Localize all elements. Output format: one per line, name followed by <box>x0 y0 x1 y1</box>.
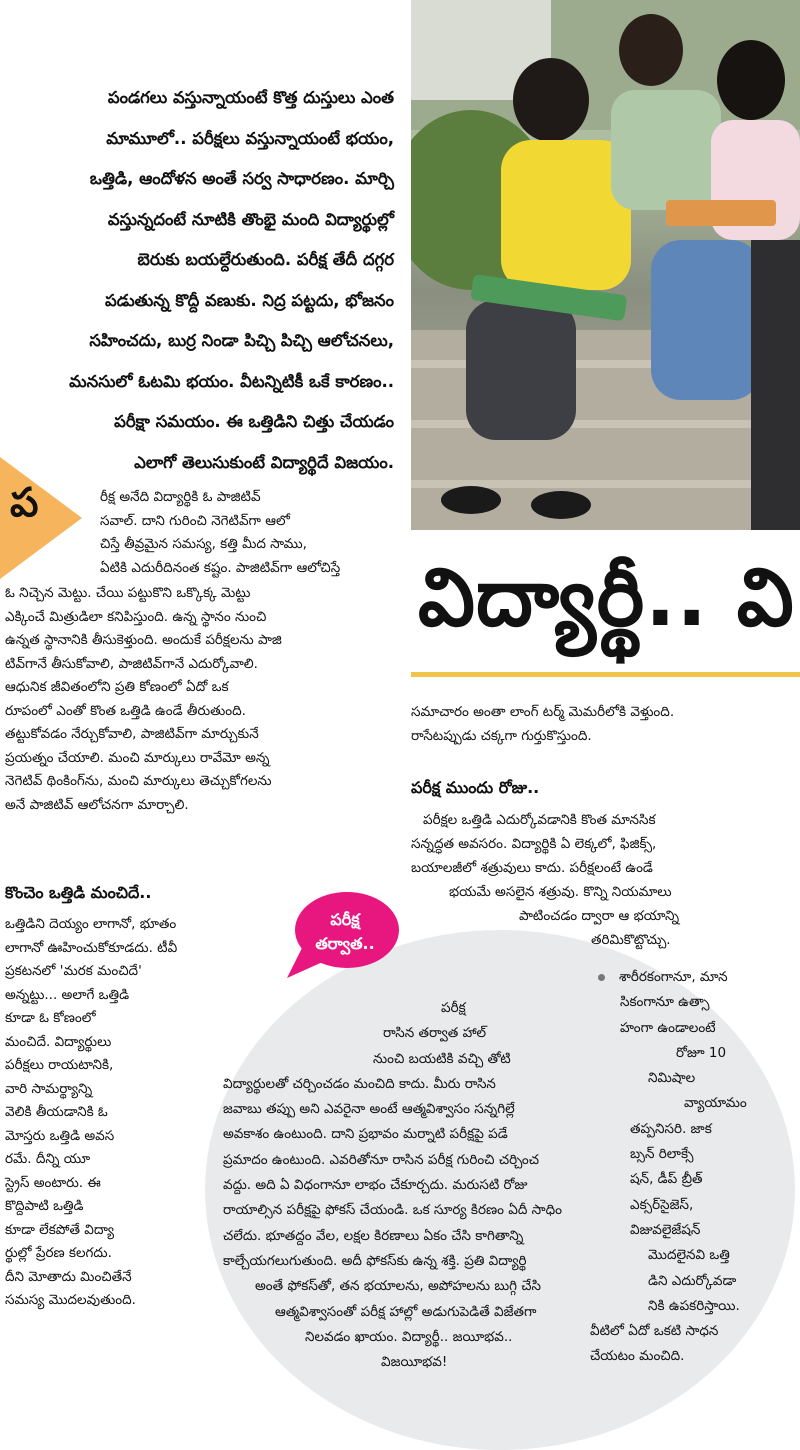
text-line: రాయాల్సిన పరీక్షపై ఫోకస్ చేయండి. ఒక సూర్య కిరణం ఏదీ సాధిం <box>223 1202 562 1219</box>
text-line: నెగెటివ్ థింకింగ్‌ను, మంచి మార్కులు తెచ్చుకోగలను <box>5 773 272 789</box>
memory-paragraph <box>411 701 800 748</box>
bubble-text <box>300 908 390 956</box>
text-line: రమే. దీన్ని యూ <box>5 1151 91 1167</box>
text-line: మొదలైనవి ఒత్తి <box>648 1247 730 1264</box>
text-line: పాటించడం ద్వారా ఆ భయాన్ని <box>519 908 680 924</box>
intro-line: పరీక్షా సమయం. ఈ ఒత్తిడిని చిత్తు చేయడం <box>114 412 394 431</box>
text-line: తట్టుకోవడం నేర్చుకోవాలి, పాజిటివ్‌గా మార్చుకునే <box>5 726 259 742</box>
text-line: అన్నట్టు... అలాగే ఒత్తిడి <box>5 986 130 1003</box>
text-line: నికి ఉపకరిస్తాయి. <box>648 1297 740 1314</box>
bubble-line: పరీక్ష <box>330 910 360 929</box>
section-heading-day-before: పరీక్ష ముందు రోజు.. <box>411 778 540 797</box>
students-photo <box>411 0 800 530</box>
exercise-tips <box>590 965 800 1370</box>
text-line: అవకాశం ఉంటుంది. దాని ప్రభావం మర్నాటి పరీక్షపై పడే <box>223 1126 508 1143</box>
text-line: ఉన్నత స్థానానికి తీసుకెళ్తుంది. అందుకే పరీక్షలను పాజి <box>5 632 282 648</box>
text-line: కొద్దిపాటి ఒత్తిడి <box>5 1198 84 1214</box>
text-line: సమస్య మొదలవుతుంది. <box>5 1292 136 1308</box>
text-line: రీక్ష అనేది విద్యార్థికి ఓ పాజిటివ్ <box>100 489 261 505</box>
text-line: కూడా లేకపోతే విద్యా <box>5 1221 115 1238</box>
text-line: చేయటం మంచిది. <box>590 1348 685 1365</box>
intro-line: పడుతున్న కొద్దీ వణుకు. నిద్ర పట్టదు, భోజనం <box>105 290 394 310</box>
text-line: బ్సన్ రిలాక్సే <box>630 1146 694 1163</box>
text-line: రూపంలో ఎంతో కొంత ఒత్తిడి ఉండే తీరుతుంది. <box>5 702 246 719</box>
text-line: విజయీభవ! <box>381 1354 448 1371</box>
text-line: వ్యాయామం <box>684 1095 747 1112</box>
text-line: కూడా ఓ కోణంలో <box>5 1010 96 1026</box>
text-line: పరీక్షలు రాయటానికి, <box>5 1057 114 1073</box>
text-line: హంగా ఉండాలంటే <box>620 1019 716 1036</box>
text-line: వద్దు. అది ఏ విధంగానూ లాభం చేకూర్చదు. మరుసటి రోజు <box>223 1177 528 1194</box>
text-line: షన్, డీప్ బ్రీత్ <box>630 1171 703 1188</box>
text-line: సన్నద్ధత అవసరం. విద్యార్థికి ఏ లెక్కలో, ఫిజిక్స్, <box>411 836 657 852</box>
stress-column <box>5 913 195 1313</box>
text-line: పరీక్ష <box>441 1000 466 1016</box>
text-line: వీటిలో ఏదో ఒకటి సాధన <box>590 1323 719 1340</box>
text-line: స్ట్రెస్ అంటారు. ఈ <box>5 1174 101 1191</box>
text-line: ప్రయత్నం చేయాలి. మంచి మార్కులు రావేమో అన్న <box>5 749 270 766</box>
section-heading-stress: కొంచెం ఒత్తిడి మంచిదే.. <box>5 883 152 902</box>
bullet-icon <box>598 974 605 981</box>
intro-paragraph <box>10 78 394 483</box>
text-line: జవాబు తప్పు అని ఎవరైనా అంటే ఆత్మవిశ్వాసం సన్నగిల్లే <box>223 1101 515 1118</box>
text-line: వారి సామర్థ్యాన్ని <box>5 1080 93 1097</box>
text-line: ఆధునిక జీవితంలోని ప్రతి కోణంలో ఏదో ఒక <box>5 679 229 695</box>
text-line: సవాల్. దాని గురించి నెగెటివ్‌గా ఆలో <box>100 512 290 529</box>
text-line: డిని ఎదుర్కోవడా <box>648 1272 737 1289</box>
text-line: ఏటికి ఎదురీదినంత కష్టం. పాజిటివ్‌గా ఆలోచిస్తే <box>100 559 341 576</box>
text-line: ఎక్సర్‌సైజెస్, <box>630 1196 694 1213</box>
text-line: అంతే ఫోకస్‌తో, తన భయాలను, అపోహలను బుగ్గి చేసి <box>255 1278 542 1295</box>
text-line: కాల్చేయగలుగుతుంది. అదీ ఫోకస్‌కు ఉన్న శక్తి. ప్రతి విద్యార్థి <box>223 1252 527 1269</box>
text-line: ప్రమాదం ఉంటుంది. ఎవరితోనూ రాసిన పరీక్ష గురించి చర్చించ <box>223 1151 540 1168</box>
text-line: భయమే అసలైన శత్రువు. కొన్ని నియమాలు <box>449 884 672 900</box>
text-line: అనే పాజిటివ్ ఆలోచనగా మార్చాలి. <box>5 796 189 813</box>
lead-paragraph <box>5 582 405 817</box>
text-line: మంచిదే. విద్యార్థులు <box>5 1033 112 1050</box>
text-line: నిలవడం ఖాయం. విద్యార్థీ.. జయీభవ.. <box>305 1328 513 1345</box>
text-line: సమాచారం అంతా లాంగ్ టర్మ్ మెమరీలోకి వెళ్తుంది. <box>411 704 675 720</box>
text-span: శారీరకంగానూ, మాన <box>619 969 728 985</box>
text-line: రాసేటప్పుడు చక్కగా గుర్తుకొస్తుంది. <box>411 727 592 744</box>
text-line: తరిమికొట్టొచ్చు. <box>591 932 671 948</box>
text-line: వెలికి తీయడానికి ఓ <box>5 1104 108 1120</box>
headline: విద్యార్థీ.. వి <box>418 551 795 644</box>
intro-line: మనసులో ఓటమి భయం. వీటన్నిటికీ ఒకే కారణం.. <box>69 371 394 391</box>
text-line: టివ్‌గానే తీసుకోవాలి, పాజిటివ్‌గానే ఎదుర్కోవాలి. <box>5 655 258 672</box>
text-line: తప్పనిసరి. జాక <box>630 1120 712 1137</box>
intro-line: బెరుకు బయల్దేరుతుంది. పరీక్ష తేదీ దగ్గర <box>137 250 394 269</box>
intro-line: మామూలో.. పరీక్షలు వస్తున్నాయంటే భయం, <box>106 128 394 148</box>
text-line: ఓ నిచ్చెన మెట్టు. చేయి పట్టుకొని ఒక్కొక్క మెట్టు <box>5 585 251 601</box>
text-line: విద్యార్థులతో చర్చించడం మంచిది కాదు. మీరు రాసిన <box>223 1075 496 1092</box>
text-line: రోజూ 10 <box>676 1044 727 1061</box>
text-line: మోస్తరు ఒత్తిడి అవస <box>5 1127 115 1144</box>
text-line: బయాలజీలో శత్రువులు కాదు. పరీక్షలంటే ఉండే <box>411 860 653 876</box>
text-line: నిమిషాల <box>648 1070 696 1087</box>
text-line: ఆత్మవిశ్వాసంతో పరీక్ష హాల్లో అడుగుపెడితే విజేతగా <box>275 1303 537 1320</box>
text-line: ఎక్కించే మిత్రుడిలా కనిపిస్తుంది. ఉన్న స్థానం నుంచి <box>5 608 267 625</box>
text-line: లాగానో ఊహించుకోకూడదు. టీవీ <box>5 939 178 956</box>
headline-rule <box>411 672 800 677</box>
text-line: ర్థుల్లో ప్రేరణ కలగదు. <box>5 1245 112 1261</box>
lead-first-lines <box>100 486 400 580</box>
text-line: రాసిన తర్వాత హాల్ <box>383 1025 487 1042</box>
intro-line: ఎలాగో తెలుసుకుంటే విద్యార్థిదే విజయం. <box>134 452 394 472</box>
dropcap-letter: ప <box>10 480 39 526</box>
bubble-line: తర్వాత.. <box>315 934 375 953</box>
text-line: నుంచి బయటికి వచ్చి తోటి <box>373 1050 511 1067</box>
text-line: ఒత్తిడిని దెయ్యం లాగానో, భూతం <box>5 916 177 932</box>
intro-line: వస్తున్నదంటే నూటికి తొంభై మంది విద్యార్థుల్లో <box>107 209 394 229</box>
text-line: ప్రకటనలో 'మరక మంచిదే' <box>5 963 142 979</box>
intro-line: సహించదు, బుర్ర నిండా పిచ్చి పిచ్చి ఆలోచనలు, <box>89 331 394 350</box>
text-line: చిస్తే తీవ్రమైన సమస్య, కత్తి మీద సాము, <box>100 536 307 552</box>
after-exam-text <box>205 996 615 1375</box>
text-line: దీని మోతాదు మించితేనే <box>5 1268 132 1285</box>
intro-line: పండగలు వస్తున్నాయంటే కొత్త దుస్తులు ఎంత <box>107 88 394 107</box>
text-line: చలేదు. భూతద్దం వేల, లక్షల కిరణాలు ఏకం చేసి కాగితాన్ని <box>223 1227 524 1244</box>
text-line: పరీక్షల ఒత్తిడి ఎదుర్కోవడానికి కొంత మానసిక <box>423 812 656 828</box>
text-line: సికంగానూ ఉత్సా <box>620 994 710 1011</box>
text-line <box>590 965 800 990</box>
intro-line: ఒత్తిడి, ఆందోళన అంతే సర్వ సాధారణం. మార్చి <box>89 169 394 188</box>
text-line: విజువలైజేషన్ <box>630 1221 701 1238</box>
